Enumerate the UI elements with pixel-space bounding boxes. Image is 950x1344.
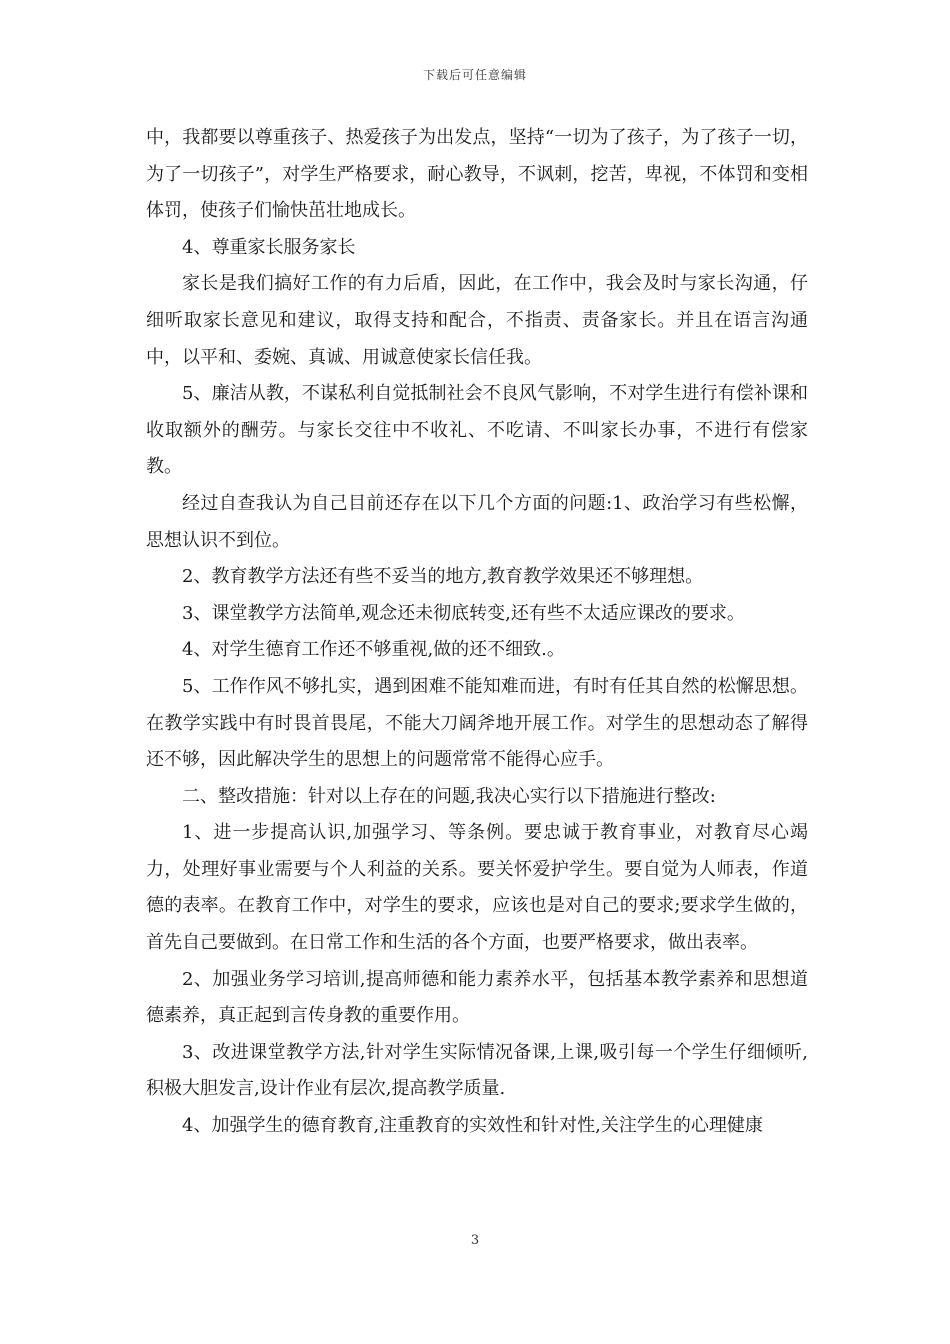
page-number: 3 [470, 1233, 480, 1248]
paragraph-3: 家长是我们搞好工作的有力后盾，因此，在工作中，我会及时与家长沟通，仔细听取家长意见和建议，取得支持和配合，不指责、责备家长。并且在语言沟通中，以平和、委婉、真诚、用诚意使家长信任我。 [146, 273, 808, 368]
paragraph-13: 3、改进课堂教学方法,针对学生实际情况备课,上课,吸引每一个学生仔细倾听,积极大胆发言,设计作业有层次,提高教学质量. [146, 1041, 808, 1100]
paragraph-12: 2、加强业务学习培训,提高师德和能力素养水平，包括基本教学素养和思想道德素养，真正起到言传身教的重要作用。 [146, 968, 808, 1027]
paragraph-11: 1、进一步提高认识,加强学习、等条例。要忠诚于教育事业，对教育尽心竭力，处理好事业需要与个人利益的关系。要关怀爱护学生。要自觉为人师表，作道德的表率。在教育工作中，对学生的要求，应该也是对自己的要求;要求学生做的，首先自己要做到。在日常工作和生活的各个方面，也要严格要求，做出表率。 [146, 822, 808, 954]
paragraph-5: 经过自查我认为自己目前还存在以下几个方面的问题:1、政治学习有些松懈，思想认识不到位。 [146, 492, 808, 551]
document-body [146, 120, 808, 1145]
paragraph-2: 4、尊重家长服务家长 [182, 236, 356, 258]
paragraph-1: 中，我都要以尊重孩子、热爱孩子为出发点，坚持“一切为了孩子，为了孩子一切，为了一切孩子”，对学生严格要求，耐心教导，不讽刺，挖苦，卑视，不体罚和变相体罚，使孩子们愉快茁壮地成长。 [146, 127, 808, 222]
paragraph-14: 4、加强学生的德育教育,注重教育的实效性和针对性,关注学生的心理健康 [182, 1115, 763, 1137]
header-note: 下载后可任意编辑 [422, 68, 527, 82]
paragraph-8: 4、对学生德育工作还不够重视,做的还不细致.。 [182, 639, 565, 661]
paragraph-6: 2、教育教学方法还有些不妥当的地方,教育教学效果还不够理想。 [182, 566, 704, 588]
paragraph-9: 5、工作作风不够扎实，遇到困难不能知难而进，有时有任其自然的松懈思想。在教学实践中有时畏首畏尾，不能大刀阔斧地开展工作。对学生的思想动态了解得还不够，因此解决学生的思想上的问题常常不能得心应手。 [146, 675, 808, 771]
paragraph-10: 二、整改措施：针对以上存在的问题,我决心实行以下措施进行整改: [182, 785, 716, 807]
paragraph-4: 5、廉洁从教，不谋私利自觉抵制社会不良风气影响，不对学生进行有偿补课和收取额外的酬劳。与家长交往中不收礼、不吃请、不叫家长办事，不进行有偿家教。 [146, 383, 808, 478]
paragraph-7: 3、课堂教学方法简单,观念还未彻底转变,还有些不太适应课改的要求。 [182, 602, 745, 624]
